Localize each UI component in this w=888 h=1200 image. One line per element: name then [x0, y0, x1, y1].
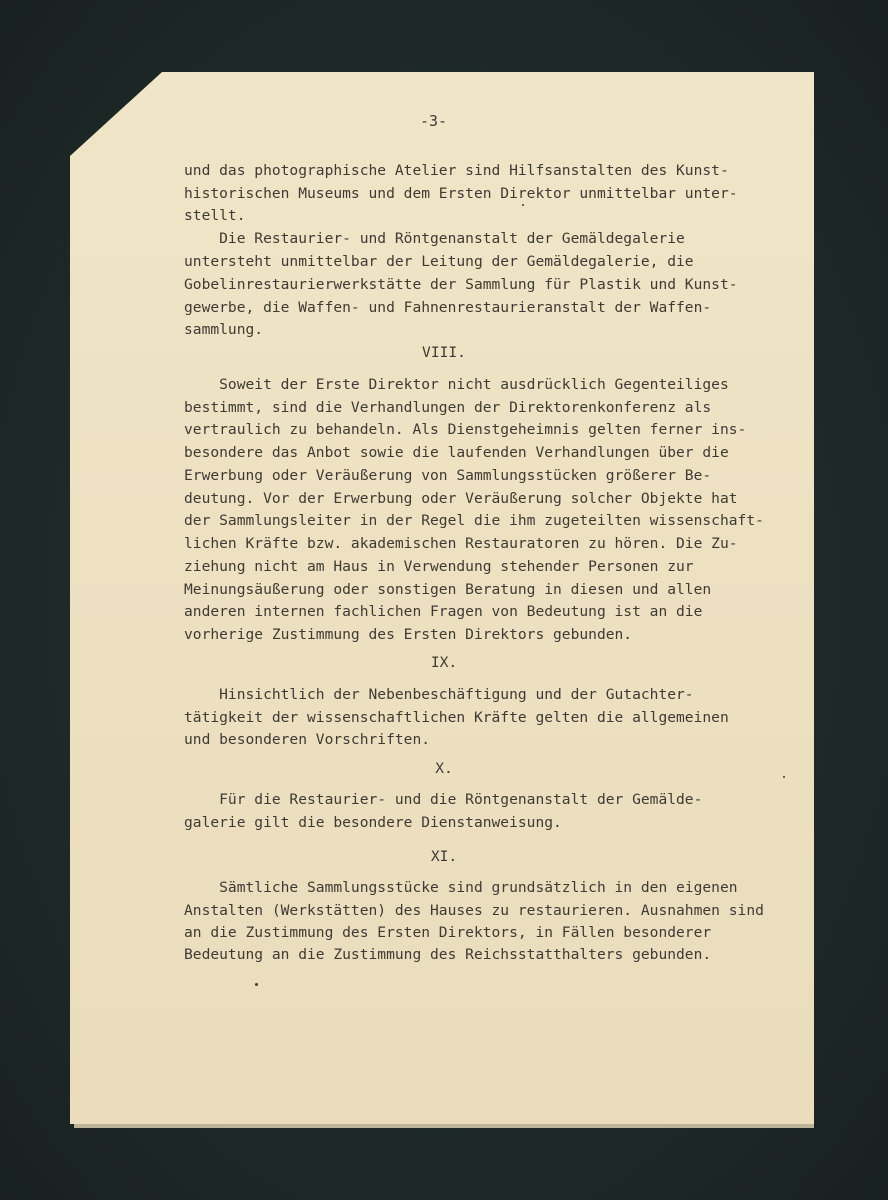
- text-line: Gobelinrestaurierwerkstätte der Sammlung für Plastik und Kunst-: [184, 276, 738, 293]
- text-line: Sämtliche Sammlungsstücke sind grundsätzlich in den eigenen: [184, 879, 738, 896]
- page-number: -3-: [420, 112, 448, 130]
- text-line: vertraulich zu behandeln. Als Dienstgeheimnis gelten ferner ins-: [184, 421, 747, 438]
- text-line: an die Zustimmung des Ersten Direktors, in Fällen besonderer: [184, 924, 712, 941]
- text-line: sammlung.: [184, 321, 264, 338]
- text-line: anderen internen fachlichen Fragen von Bedeutung ist an die: [184, 603, 703, 620]
- text-line: stellt.: [184, 207, 246, 224]
- text-line: besondere das Anbot sowie die laufenden Verhandlungen über die: [184, 444, 729, 461]
- text-line: und besonderen Vorschriften.: [184, 731, 431, 748]
- text-line: bestimmt, sind die Verhandlungen der Direktorenkonferenz als: [184, 399, 712, 416]
- text-line: Anstalten (Werkstätten) des Hauses zu restaurieren. Ausnahmen sind: [184, 902, 764, 919]
- text-line: der Sammlungsleiter in der Regel die ihm zugeteilten wissenschaft-: [184, 512, 764, 529]
- section-heading: XI.: [430, 848, 458, 865]
- text-line: Hinsichtlich der Nebenbeschäftigung und der Gutachter-: [184, 686, 694, 703]
- section-heading: IX.: [430, 654, 458, 671]
- text-line: vorherige Zustimmung des Ersten Direktors gebunden.: [184, 626, 633, 643]
- text-line: Die Restaurier- und Röntgenanstalt der Gemäldegalerie: [184, 230, 685, 247]
- text-line: lichen Kräfte bzw. akademischen Restauratoren zu hören. Die Zu-: [184, 535, 738, 552]
- text-line: tätigkeit der wissenschaftlichen Kräfte gelten die allgemeinen: [184, 709, 729, 726]
- text-line: Bedeutung an die Zustimmung des Reichsstatthalters gebunden.: [184, 946, 712, 963]
- text-line: und das photographische Atelier sind Hilfsanstalten des Kunst-: [184, 162, 729, 179]
- text-line: historischen Museums und dem Ersten Direktor unmittelbar unter-: [184, 185, 738, 202]
- section-heading: VIII.: [422, 344, 466, 361]
- text-line: untersteht unmittelbar der Leitung der Gemäldegalerie, die: [184, 253, 694, 270]
- ink-speck: [783, 776, 785, 778]
- text-line: ziehung nicht am Haus in Verwendung stehender Personen zur: [184, 558, 694, 575]
- text-line: galerie gilt die besondere Dienstanweisung.: [184, 814, 562, 831]
- text-line: Soweit der Erste Direktor nicht ausdrücklich Gegenteiliges: [184, 376, 729, 393]
- text-line: Für die Restaurier- und die Röntgenanstalt der Gemälde-: [184, 791, 703, 808]
- text-line: gewerbe, die Waffen- und Fahnenrestaurieranstalt der Waffen-: [184, 299, 712, 316]
- text-line: Meinungsäußerung oder sonstigen Beratung in diesen und allen: [184, 581, 712, 598]
- section-heading: X.: [435, 760, 453, 777]
- text-line: deutung. Vor der Erwerbung oder Veräußerung solcher Objekte hat: [184, 490, 738, 507]
- ink-speck: [255, 983, 258, 986]
- text-line: Erwerbung oder Veräußerung von Sammlungsstücken größerer Be-: [184, 467, 712, 484]
- ink-speck: [522, 204, 524, 206]
